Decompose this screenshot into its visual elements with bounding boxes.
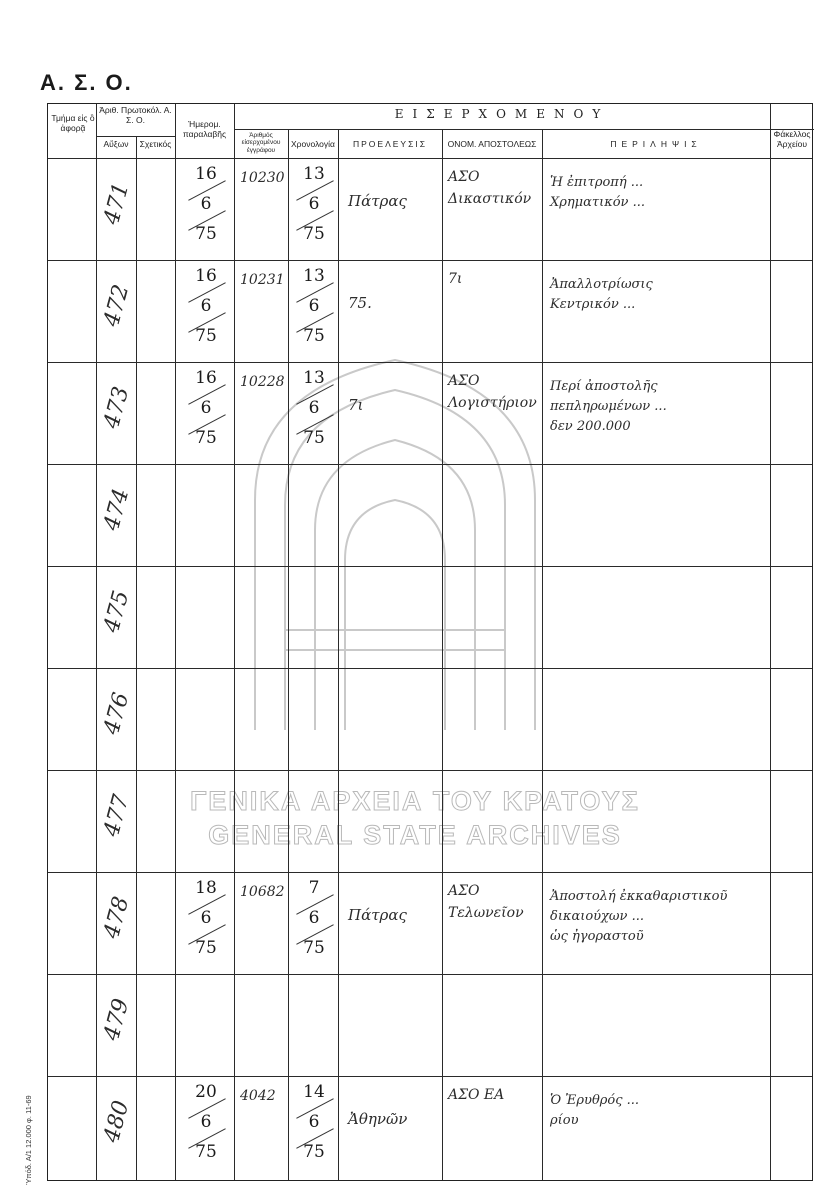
chronology-date-part: 75	[303, 1142, 325, 1162]
date-received	[184, 266, 228, 352]
date-received-part: 75	[195, 224, 217, 244]
table-row	[48, 158, 814, 260]
origin-text: Πάτρας	[348, 192, 407, 210]
serial-number: 479	[99, 996, 135, 1044]
watermark-greek: ΓΕΝΙΚΑ ΑΡΧΕΙΑ ΤΟΥ ΚΡΑΤΟΥΣ	[190, 786, 640, 816]
summary-text: ρίου	[550, 1113, 579, 1128]
header-incoming: ΕΙΣΕΡΧΟΜΕΝΟΥ	[394, 107, 610, 121]
table-row	[48, 668, 814, 770]
origin-text: Πάτρας	[348, 906, 407, 924]
ledger-table	[47, 103, 813, 1181]
header-protocol-number: Ἀριθ. Πρωτοκόλ. Α. Σ. Ο.	[99, 105, 172, 125]
header-summary: ΠΕΡΙΛΗΨΙΣ	[610, 139, 702, 149]
summary-text: Περί ἀποστολῆς	[550, 379, 658, 394]
date-received	[184, 878, 228, 964]
date-received-part: 75	[195, 1142, 217, 1162]
sender-text: 7ι	[448, 271, 463, 287]
serial-number: 474	[99, 486, 135, 534]
serial-number: 472	[99, 282, 135, 330]
date-received-part: 75	[195, 326, 217, 346]
summary-text: Ἡ ἐπιτροπή ...	[550, 175, 644, 190]
serial-number: 475	[99, 588, 135, 636]
date-received-part: 16	[195, 164, 217, 184]
chronology-date	[292, 878, 336, 964]
chronology-date-part: 6	[308, 398, 320, 418]
chronology-date-part: 75	[303, 428, 325, 448]
header-archive-folder: Φάκελλος Ἀρχείου	[773, 129, 811, 149]
summary-text: Ἀπαλλοτρίωσις	[550, 277, 653, 292]
date-received	[184, 1082, 228, 1168]
sender-text: Δικαστικόν	[448, 191, 532, 207]
document-number: 10231	[240, 272, 285, 288]
chronology-date-part: 6	[308, 908, 320, 928]
header-document-number: Ἀριθμός εἰσερχομένου ἐγγράφου	[241, 132, 281, 154]
summary-text: Χρηματικόν ...	[550, 195, 645, 210]
summary-text: πεπληρωμένων ...	[550, 399, 667, 414]
summary-text: Ἀποστολή ἐκκαθαριστικοῦ	[550, 889, 728, 904]
origin-text: 75.	[348, 294, 372, 312]
summary-text: δικαιούχων ...	[550, 909, 644, 924]
chronology-date-part: 13	[303, 164, 325, 184]
document-number: 4042	[240, 1088, 276, 1104]
date-received	[184, 368, 228, 454]
date-received-part: 6	[200, 908, 212, 928]
header-sender: ΟΝΟΜ. ΑΠΟΣΤΟΛΕΩΣ	[447, 139, 537, 149]
header-origin: ΠΡΟΕΛΕΥΣΙΣ	[353, 139, 427, 149]
serial-number: 478	[99, 894, 135, 942]
sender-text: ΑΣΟ	[448, 169, 480, 185]
table-row	[48, 464, 814, 566]
chronology-date-part: 7	[308, 878, 320, 898]
date-received-part: 75	[195, 428, 217, 448]
chronology-date-part: 14	[303, 1082, 325, 1102]
document-number: 10682	[240, 884, 285, 900]
sender-text: Λογιστήριον	[448, 395, 537, 411]
chronology-date	[292, 266, 336, 352]
chronology-date-part: 75	[303, 326, 325, 346]
serial-number: 471	[99, 180, 135, 228]
table-row	[48, 1076, 814, 1178]
sender-text: Τελωνεῖον	[448, 905, 524, 921]
table-row	[48, 260, 814, 362]
header-department: Τμήμα εἰς ὃ ἀφορᾷ	[51, 113, 95, 133]
sender-text: ΑΣΟ	[448, 373, 480, 389]
chronology-date-part: 13	[303, 368, 325, 388]
chronology-date-part: 13	[303, 266, 325, 286]
chronology-date	[292, 1082, 336, 1168]
document-number: 10228	[240, 374, 285, 390]
chronology-date	[292, 368, 336, 454]
header-chronology: Χρονολογία	[291, 139, 335, 149]
chronology-date-part: 75	[303, 938, 325, 958]
chronology-date-part: 6	[308, 194, 320, 214]
header-related: Σχετικός	[139, 139, 172, 149]
sender-text: ΑΣΟ ΕΑ	[448, 1087, 505, 1103]
date-received-part: 6	[200, 296, 212, 316]
origin-text: Ἀθηνῶν	[348, 1110, 408, 1128]
table-row	[48, 974, 814, 1076]
header-serial: Αὔξων	[103, 139, 129, 149]
serial-number: 473	[99, 384, 135, 432]
chronology-date-part: 75	[303, 224, 325, 244]
date-received-part: 6	[200, 398, 212, 418]
date-received-part: 6	[200, 1112, 212, 1132]
chronology-date	[292, 164, 336, 250]
serial-number: 476	[99, 690, 135, 738]
date-received	[184, 164, 228, 250]
watermark-english: GENERAL STATE ARCHIVES	[208, 820, 622, 850]
form-code-note: Ύπόδ. Α/1 12.000 φ. 11-69	[24, 1095, 33, 1185]
summary-text: δεν 200.000	[550, 419, 631, 434]
table-row	[48, 566, 814, 668]
origin-text: 7ι	[348, 396, 364, 414]
table-row	[48, 872, 814, 974]
serial-number: 480	[99, 1098, 135, 1146]
chronology-date-part: 6	[308, 296, 320, 316]
page-title: Α. Σ. Ο.	[40, 70, 133, 95]
sender-text: ΑΣΟ	[448, 883, 480, 899]
date-received-part: 18	[195, 878, 217, 898]
chronology-date-part: 6	[308, 1112, 320, 1132]
date-received-part: 16	[195, 368, 217, 388]
table-row	[48, 362, 814, 464]
document-number: 10230	[240, 170, 285, 186]
summary-text: Ὁ Ἐρυθρός ...	[550, 1093, 640, 1108]
header-date-received: Ἡμερομ. παραλαβῆς	[182, 119, 227, 139]
serial-number: 477	[99, 792, 135, 840]
date-received-part: 6	[200, 194, 212, 214]
date-received-part: 75	[195, 938, 217, 958]
table-row	[48, 770, 814, 872]
date-received-part: 20	[195, 1082, 217, 1102]
date-received-part: 16	[195, 266, 217, 286]
summary-text: ὡς ἠγοραστοῦ	[550, 929, 644, 944]
summary-text: Κεντρικόν ...	[550, 297, 636, 312]
